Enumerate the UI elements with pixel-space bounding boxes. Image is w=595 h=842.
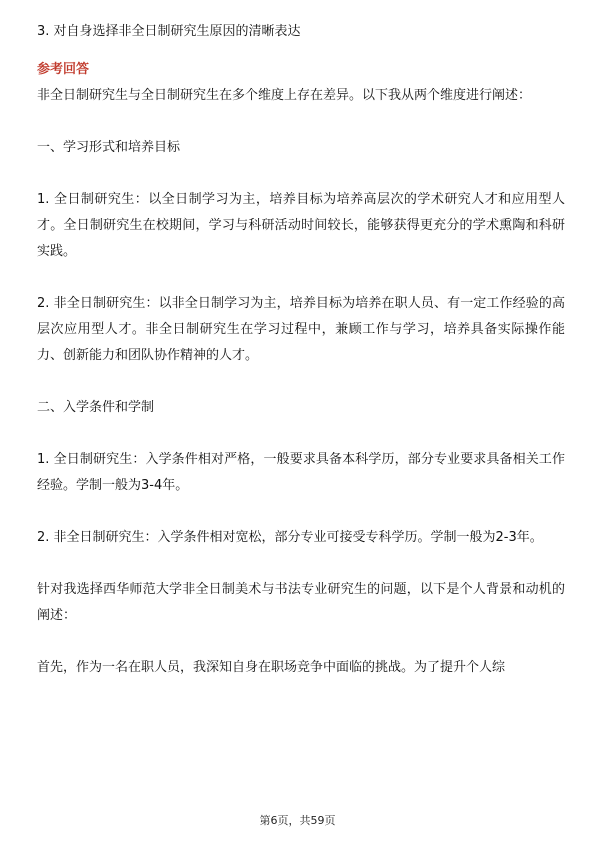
question-heading: 3. 对自身选择非全日制研究生原因的清晰表达 (37, 24, 301, 39)
section-heading-1: 一、学习形式和培养目标 (37, 140, 181, 155)
page-footer: 第6页，共59页 (259, 814, 336, 827)
answer-label: 参考回答 (37, 62, 90, 77)
section-heading-2: 二、入学条件和学制 (37, 400, 155, 415)
paragraph-intro: 非全日制研究生与全日制研究生在多个维度上存在差异。以下我从两个维度进行阐述： (37, 88, 532, 103)
paragraph: 2. 非全日制研究生：入学条件相对宽松，部分专业可接受专科学历。学制一般为2-3年。 (37, 530, 543, 545)
paragraph: 首先，作为一名在职人员，我深知自身在职场竞争中面临的挑战。为了提升个人综 (37, 660, 506, 675)
paragraph: 1. 全日制研究生：入学条件相对严格，一般要求具备本科学历，部分专业要求具备相关工作经验。学制一般为3-4年。 (37, 452, 565, 493)
paragraph: 1. 全日制研究生：以全日制学习为主，培养目标为培养高层次的学术研究人才和应用型人才。全日制研究生在校期间，学习与科研活动时间较长，能够获得更充分的学术熏陶和科研实践。 (37, 192, 565, 259)
paragraph: 针对我选择西华师范大学非全日制美术与书法专业研究生的问题，以下是个人背景和动机的阐述： (37, 582, 565, 623)
answer-body (37, 83, 565, 707)
paragraph: 2. 非全日制研究生：以非全日制学习为主，培养目标为培养在职人员、有一定工作经验的高层次应用型人才。非全日制研究生在学习过程中，兼顾工作与学习，培养具备实际操作能力、创新能力和团队协作精神的人才。 (37, 296, 565, 363)
